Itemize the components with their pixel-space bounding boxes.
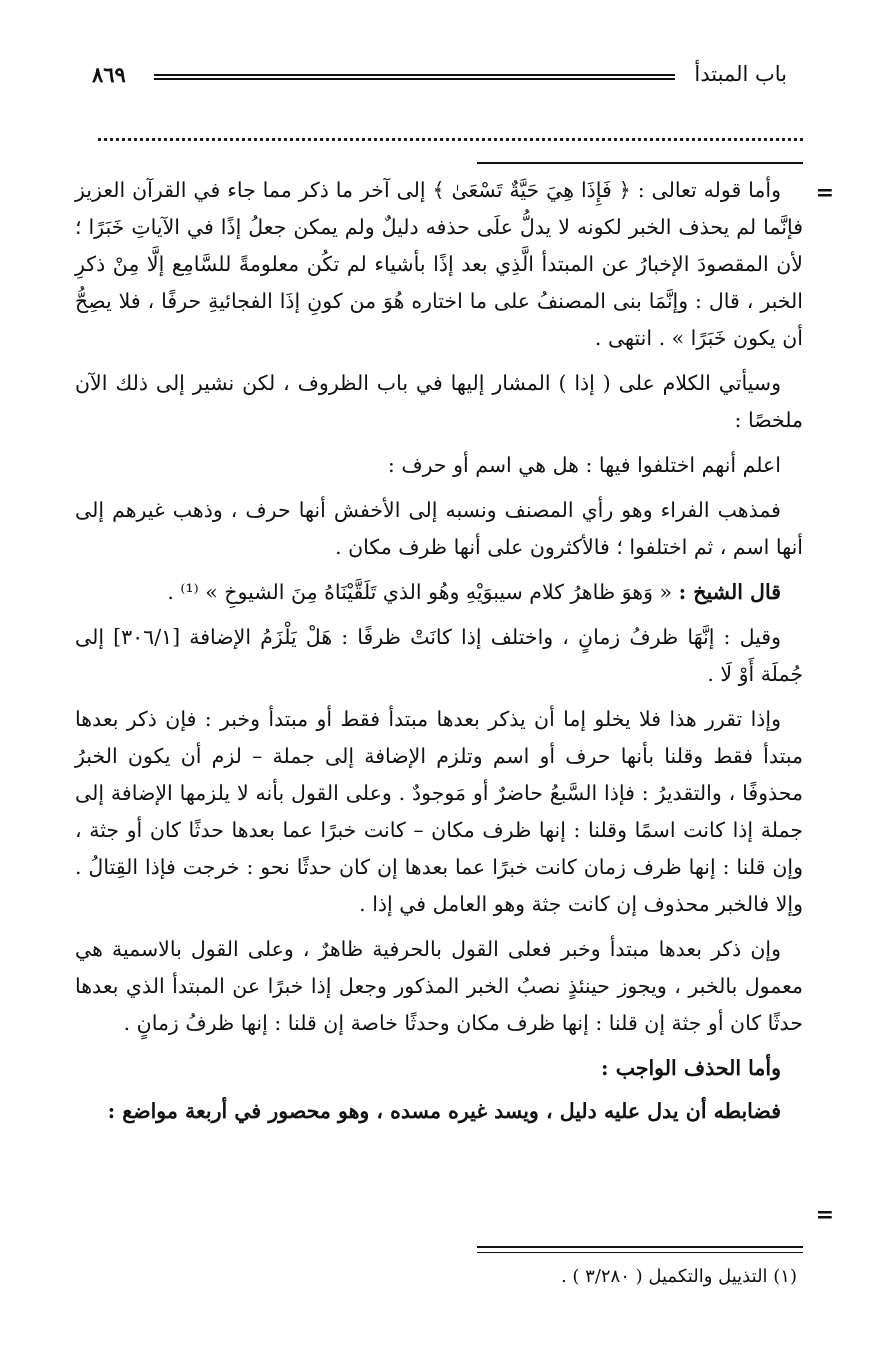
- paragraph: فمذهب الفراء وهو رأي المصنف ونسبه إلى الأخفش أنها حرف ، وذهب غيرهم إلى أنها اسم ، ثم اختلفوا ؛ فالأكثرون على أنها ظرف مكان .: [75, 498, 803, 559]
- continuation-mark-top: =: [815, 180, 834, 206]
- section-heading: وأما الحذف الواجب :: [600, 1056, 781, 1080]
- paragraph: وسيأتي الكلام على ( إذا ) المشار إليها في باب الظروف ، لكن نشير إلى ذلك الآن ملخصًا :: [75, 371, 803, 432]
- dotted-separator: [98, 128, 803, 141]
- running-header: [92, 60, 787, 94]
- header-rule: [154, 74, 675, 80]
- sheikh-label: قال الشيخ :: [678, 580, 781, 604]
- continuation-rule: [477, 162, 803, 164]
- footnote-rule-thin: [477, 1252, 803, 1253]
- paragraph: اعلم أنهم اختلفوا فيها : هل هي اسم أو حرف :: [387, 453, 781, 477]
- paragraph: وأما قوله تعالى : ﴿ فَإِذَا هِيَ حَيَّةٌ تَسْعَىٰ ﴾ إلى آخر ما ذكر مما جاء في القرآن العزيز فإنَّما لم يحذف الخبر لكونه لا يدلُّ علَى حذفه دليلٌ ولم يمكن جعلُ إذًا في الآياتِ خَبَرًا ؛ لأن المقصودَ الإخبارُ عن المبتدأ الَّذِي بعد إذًا بأشياء لم تكُن معلومةً للسَّامِع إلَّا مِنْ ذكرِ الخبر ، قال : وإنَّمَا بنى المصنفُ على ما اختاره هُوَ من كونِ إذَا الفجائيةِ حرفًا ، فلا يصِحُّ أن يكون خَبَرًا » . انتهى .: [75, 178, 803, 350]
- paragraph: وقيل : إنَّهَا ظرفُ زمانٍ ، واختلف إذا كانَتْ ظرفًا : هَلْ يَلْزَمُ الإضافة [٣٠٦/١] إلى جُملَة أَوْ لَا .: [75, 625, 803, 686]
- rule-paragraph: فضابطه أن يدل عليه دليل ، ويسد غيره مسده ، وهو محصور في أربعة مواضع :: [107, 1099, 781, 1123]
- chapter-title: باب المبتدأ: [694, 62, 787, 86]
- paragraph: وإن ذكر بعدها مبتدأ وخبر فعلى القول بالحرفية ظاهرٌ ، وعلى القول بالاسمية هي معمول بالخبر ، ويجوز حينئذٍ نصبُ الخبر المذكور وجعل إذا خبرًا عن المبتدأ الذي بعدها حدثًا كان أو جثة إن قلنا : إنها ظرف مكان وحدثًا خاصة إن قلنا : إنها ظرفُ زمانٍ .: [75, 937, 803, 1035]
- sheikh-text: « وَهوَ ظاهرُ كلام سيبوَيْهِ وهُو الذي تَلَقَّيْنَاهُ مِنَ الشيوخِ » ⁽¹⁾ .: [167, 580, 679, 604]
- footnote-rule: [477, 1246, 803, 1248]
- main-text: [75, 172, 803, 1138]
- footnote: (١) التذييل والتكميل ( ٣/٢٨٠ ) .: [560, 1266, 797, 1287]
- paragraph: وإذا تقرر هذا فلا يخلو إما أن يذكر بعدها مبتدأ فقط أو مبتدأ وخبر : فإن ذكر بعدها مبتدأ فقط وقلنا بأنها حرف أو اسم وتلزم الإضافة إلى جملة – لزم أن يكون الخبرُ محذوفًا ، والتقديرُ : فإذا السَّبعُ حاضرٌ أو مَوجودٌ . وعلى القول بأنه لا يلزمها الإضافة إلى جملة إذا كانت اسمًا وقلنا : إنها ظرف مكان – كانت خبرًا عما بعدها حدثًا كان أو جثة ، وإن قلنا : إنها ظرف زمان كانت خبرًا عما بعدها إن كان حدثًا نحو : خرجت فإذا القِتالُ . وإلا فالخبر محذوف إن كانت جثة وهو العامل في إذا .: [75, 707, 803, 916]
- continuation-mark-bottom: =: [815, 1202, 834, 1228]
- page-number: ٨٦٩: [92, 62, 126, 87]
- sheikh-quote: [75, 574, 803, 611]
